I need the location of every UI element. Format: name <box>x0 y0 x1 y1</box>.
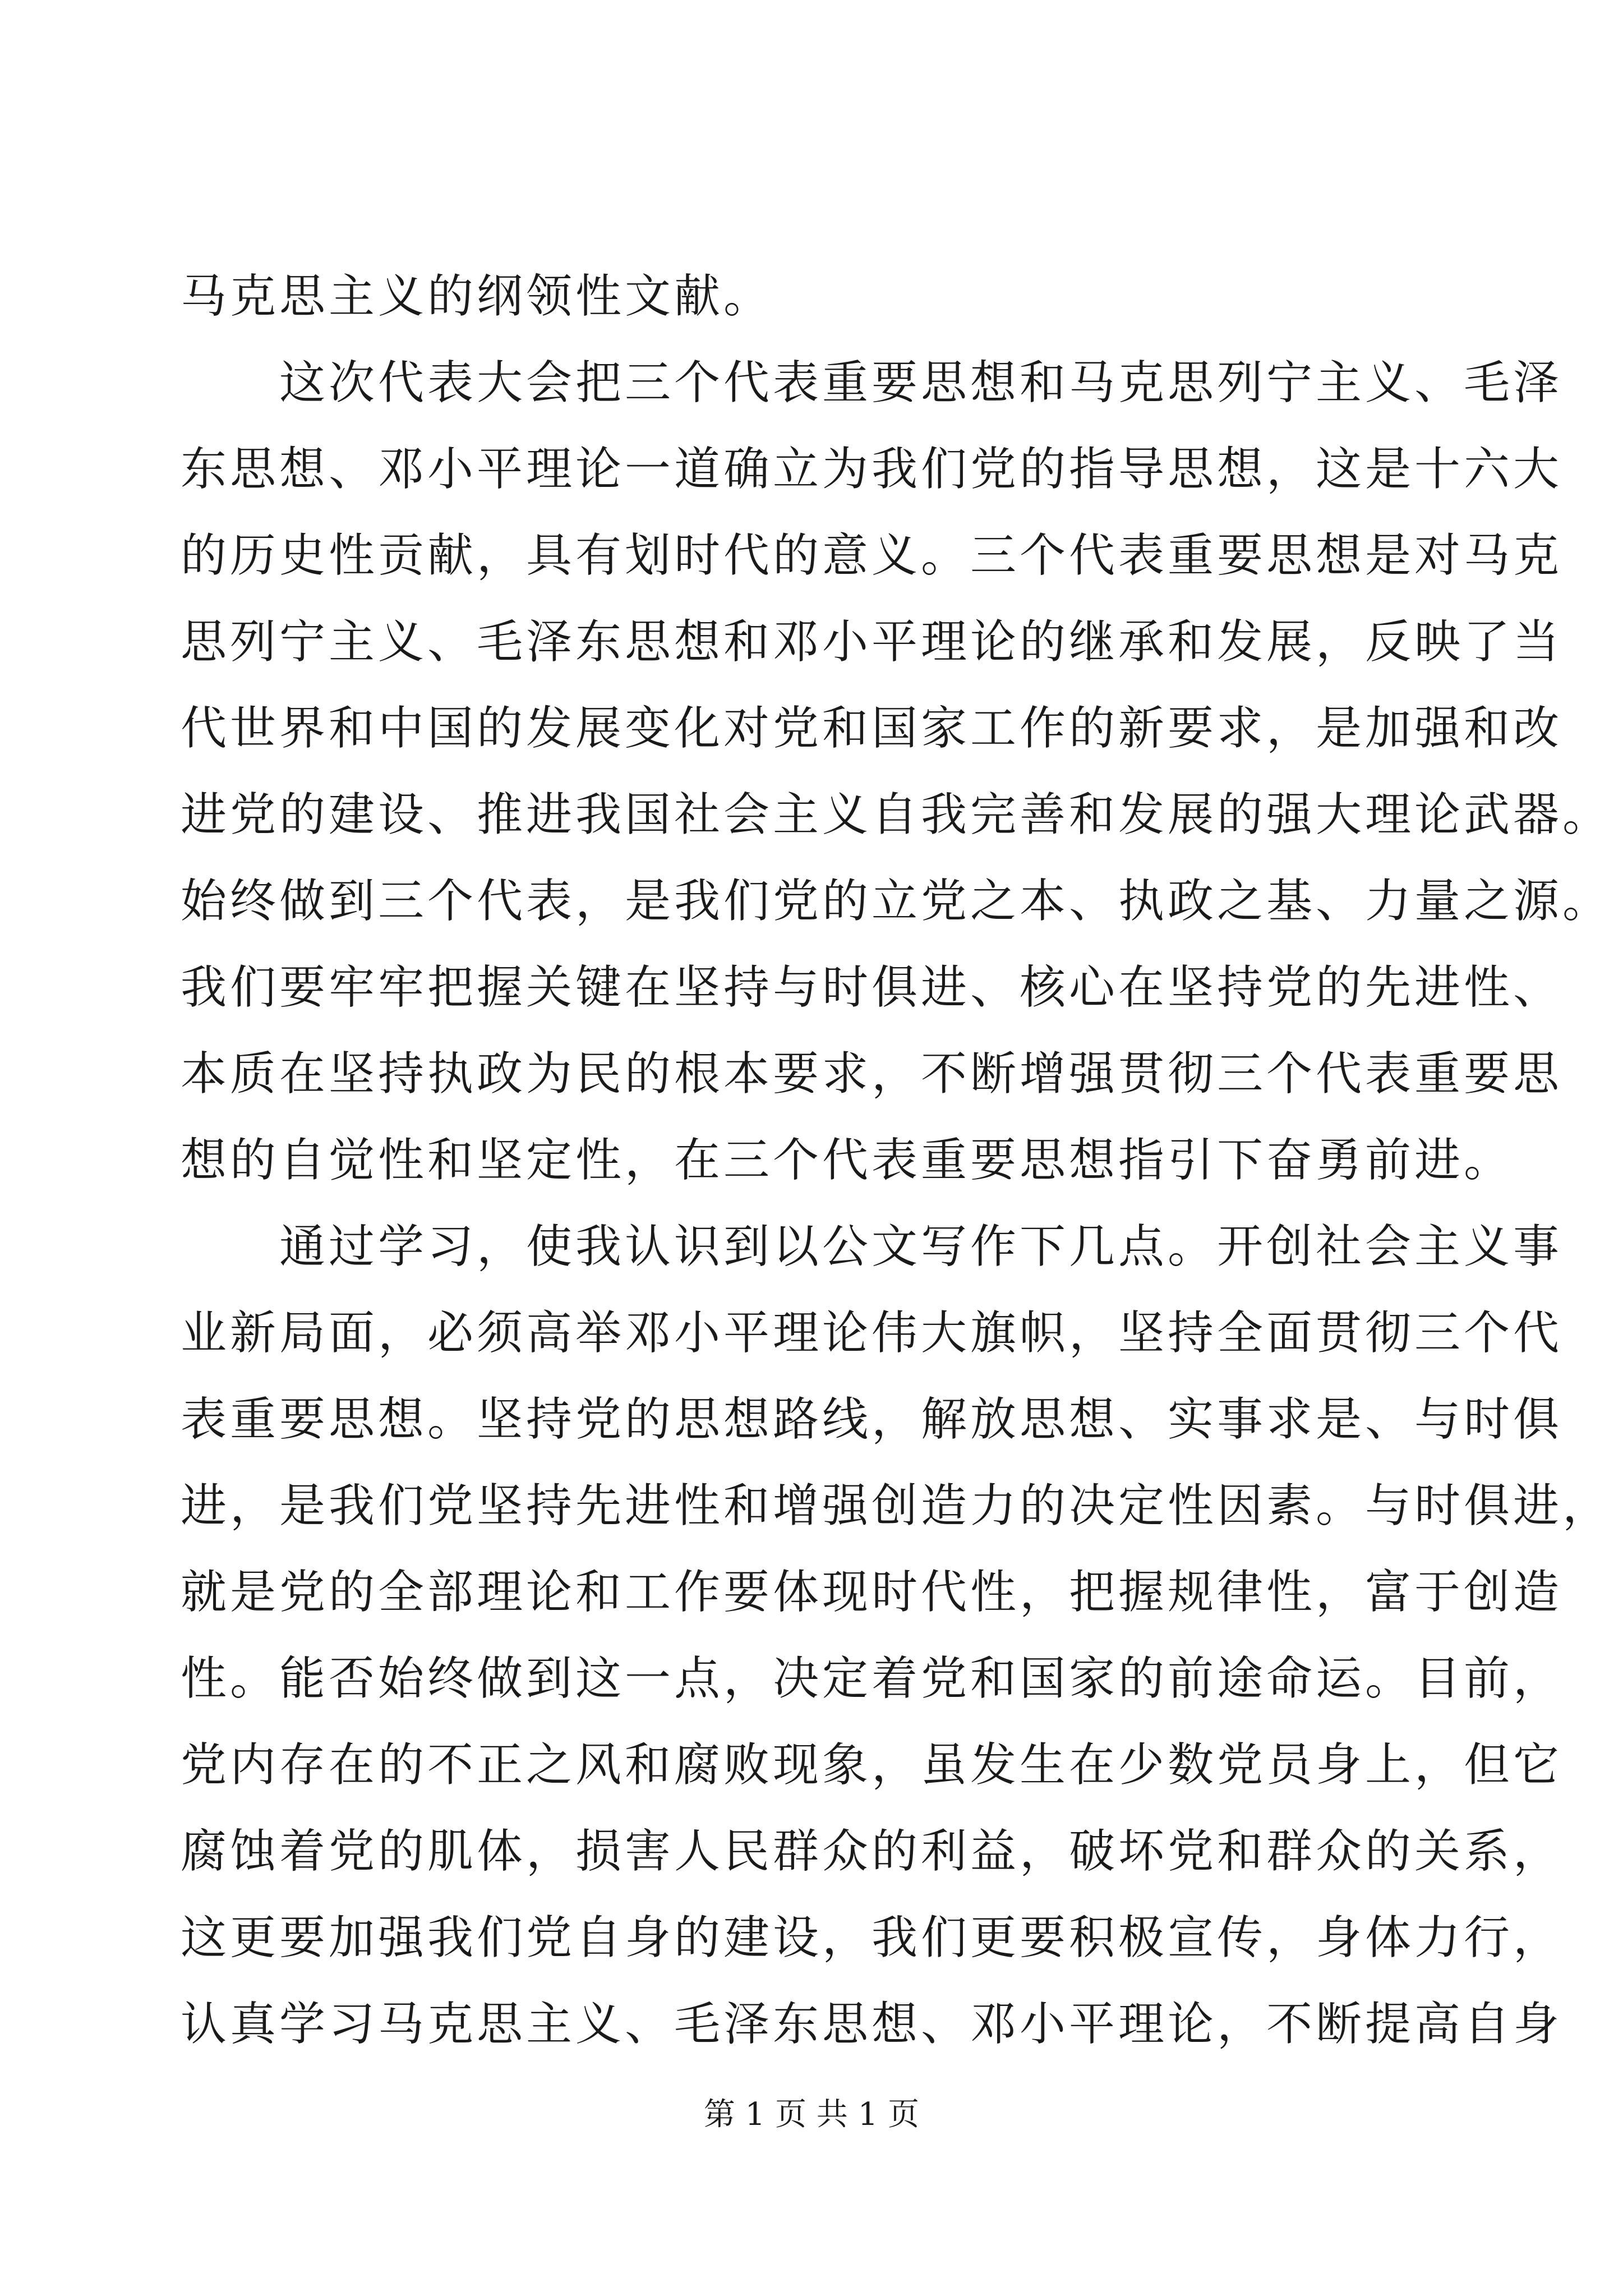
text-line: 业新局面，必须高举邓小平理论伟大旗帜，坚持全面贯彻三个代 <box>181 1306 1563 1360</box>
text-line: 代世界和中国的发展变化对党和国家工作的新要求，是加强和改 <box>181 702 1563 755</box>
text-line: 想的自觉性和坚定性，在三个代表重要思想指引下奋勇前进。 <box>181 1134 1514 1187</box>
text-line: 性。能否始终做到这一点，决定着党和国家的前途命运。目前， <box>181 1652 1563 1705</box>
text-line: 本质在坚持执政为民的根本要求，不断增强贯彻三个代表重要思 <box>181 1047 1563 1101</box>
text-line: 就是党的全部理论和工作要体现时代性，把握规律性，富于创造 <box>181 1566 1563 1619</box>
text-line: 党内存在的不正之风和腐败现象，虽发生在少数党员身上，但它 <box>181 1738 1563 1792</box>
text-line: 这次代表大会把三个代表重要思想和马克思列宁主义、毛泽 <box>181 356 1563 409</box>
text-line: 腐蚀着党的肌体，损害人民群众的利益，破坏党和群众的关系， <box>181 1825 1563 1878</box>
text-line: 表重要思想。坚持党的思想路线，解放思想、实事求是、与时俱 <box>181 1393 1563 1446</box>
text-line: 的历史性贡献，具有划时代的意义。三个代表重要思想是对马克 <box>181 529 1563 582</box>
text-line: 认真学习马克思主义、毛泽东思想、邓小平理论，不断提高自身 <box>181 1998 1563 2051</box>
text-line: 我们要牢牢把握关键在坚持与时俱进、核心在坚持党的先进性、 <box>181 961 1563 1014</box>
text-line: 这更要加强我们党自身的建设，我们更要积极宣传，身体力行， <box>181 1911 1563 1964</box>
text-line: 进党的建设、推进我国社会主义自我完善和发展的强大理论武器。 <box>181 788 1612 841</box>
text-line: 思列宁主义、毛泽东思想和邓小平理论的继承和发展，反映了当 <box>181 615 1563 669</box>
text-line: 进，是我们党坚持先进性和增强创造力的决定性因素。与时俱进， <box>181 1479 1612 1533</box>
page-footer <box>0 2092 1623 2137</box>
text-line: 东思想、邓小平理论一道确立为我们党的指导思想，这是十六大 <box>181 443 1563 496</box>
body-text <box>181 254 1612 2068</box>
page-number-label: 第 1 页 共 1 页 <box>703 2096 920 2133</box>
text-line: 始终做到三个代表，是我们党的立党之本、执政之基、力量之源。 <box>181 875 1612 928</box>
text-line: 马克思主义的纲领性文献。 <box>181 270 773 323</box>
text-line: 通过学习，使我认识到以公文写作下几点。开创社会主义事 <box>181 1220 1563 1273</box>
